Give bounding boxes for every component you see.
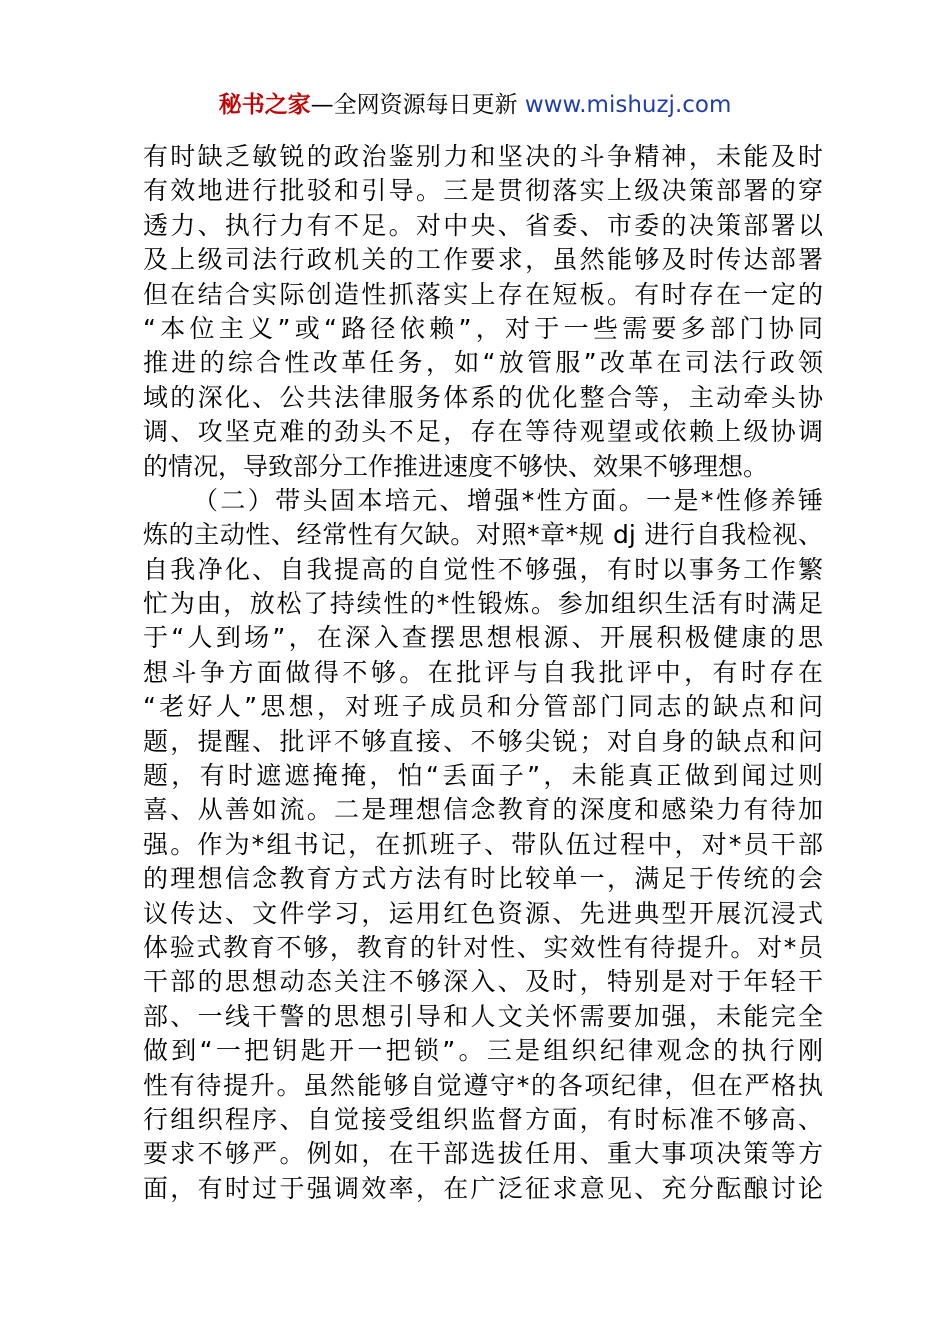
text-line: 调、攻坚克难的劲头不足，存在等待观望或依赖上级协调: [143, 417, 823, 447]
text-line: 面，有时过于强调效率，在广泛征求意见、充分酝酿讨论: [143, 1173, 823, 1203]
text-line: 部、一线干警的思想引导和人文关怀需要加强，未能完全: [143, 1001, 823, 1031]
text-line: 喜、从善如流。二是理想信念教育的深度和感染力有待加: [143, 795, 823, 825]
text-line: 强。作为*组书记，在抓班子、带队伍过程中，对*员干部: [143, 829, 823, 859]
text-line: 域的深化、公共法律服务体系的优化整合等，主动牵头协: [143, 382, 823, 412]
text-line: 的理想信念教育方式方法有时比较单一，满足于传统的会: [143, 864, 823, 894]
text-line: 体验式教育不够，教育的针对性、实效性有待提升。对*员: [143, 932, 823, 962]
document-body: [143, 140, 823, 1206]
text-line: 干部的思想动态关注不够深入、及时，特别是对于年轻干: [143, 967, 823, 997]
text-line: 透力、执行力有不足。对中央、省委、市委的决策部署以: [143, 210, 823, 240]
text-line: 要求不够严。例如，在干部选拔任用、重大事项决策等方: [143, 1139, 823, 1169]
text-line: 有效地进行批驳和引导。三是贯彻落实上级决策部署的穿: [143, 176, 823, 206]
text-line: 想斗争方面做得不够。在批评与自我批评中，有时存在: [143, 657, 823, 687]
text-line: 推进的综合性改革任务，如“放管服”改革在司法行政领: [143, 348, 823, 378]
section-heading-line: （二）带头固本培元、增强*性方面。一是*性修养锤: [193, 485, 823, 515]
text-line: 于“人到场”，在深入查摆思想根源、开展积极健康的思: [143, 623, 823, 653]
text-line: 做到“一把钥匙开一把锁”。三是组织纪律观念的执行刚: [143, 1036, 823, 1066]
text-line: 题，提醒、批评不够直接、不够尖锐；对自身的缺点和问: [143, 726, 823, 756]
text-line: “老好人”思想，对班子成员和分管部门同志的缺点和问: [143, 692, 823, 722]
text-line: 炼的主动性、经常性有欠缺。对照*章*规 dj 进行自我检视、: [143, 520, 823, 550]
text-line: 议传达、文件学习，运用红色资源、先进典型开展沉浸式: [143, 898, 823, 928]
text-line: 性有待提升。虽然能够自觉遵守*的各项纪律，但在严格执: [143, 1070, 823, 1100]
text-line: 行组织程序、自觉接受组织监督方面，有时标准不够高、: [143, 1104, 823, 1134]
page-header: [0, 90, 950, 120]
paragraph-end-line: 的情况，导致部分工作推进速度不够快、效果不够理想。: [143, 451, 769, 481]
text-line: 及上级司法行政机关的工作要求，虽然能够及时传达部署: [143, 245, 823, 275]
text-line: 题，有时遮遮掩掩，怕“丢面子”，未能真正做到闻过则: [143, 761, 823, 791]
text-line: 但在结合实际创造性抓落实上存在短板。有时存在一定的: [143, 279, 823, 309]
header-tagline: —全网资源每日更新: [310, 92, 525, 118]
brand-name: 秘书之家: [218, 92, 311, 118]
site-url-link[interactable]: www.mishuzj.com: [524, 92, 732, 118]
text-line: 有时缺乏敏锐的政治鉴别力和坚决的斗争精神，未能及时: [143, 142, 823, 171]
text-line: 忙为由，放松了持续性的*性锻炼。参加组织生活有时满足: [143, 589, 823, 619]
text-line: “本位主义”或“路径依赖”，对于一些需要多部门协同: [143, 313, 823, 343]
text-line: 自我净化、自我提高的自觉性不够强，有时以事务工作繁: [143, 554, 823, 584]
